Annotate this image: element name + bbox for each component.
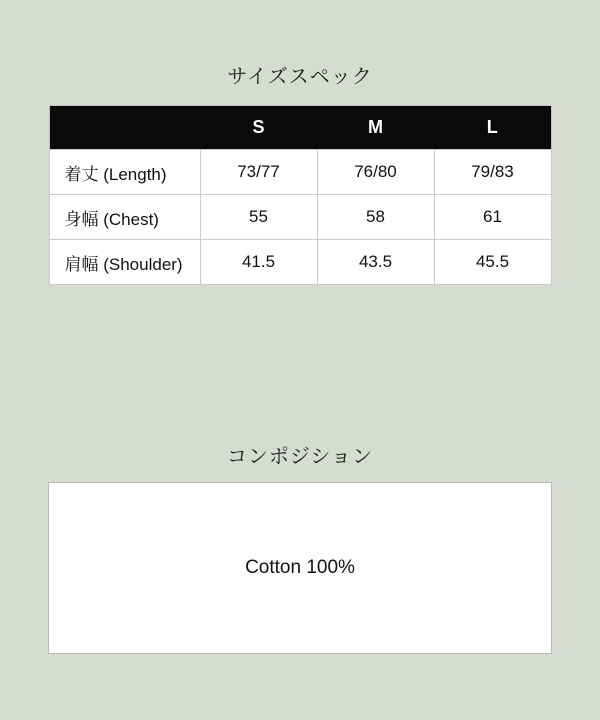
chest-value-m: 58	[317, 195, 434, 240]
size-header-l: L	[434, 106, 551, 150]
shoulder-value-s: 41.5	[200, 240, 317, 285]
length-value-s: 73/77	[200, 150, 317, 195]
shoulder-value-m: 43.5	[317, 240, 434, 285]
composition-section	[0, 445, 600, 654]
length-value-m: 76/80	[317, 150, 434, 195]
table-row-shoulder	[49, 240, 551, 285]
row-label-chest: 身幅 (Chest)	[49, 195, 200, 240]
size-header-s: S	[200, 106, 317, 150]
table-row-chest	[49, 195, 551, 240]
length-value-l: 79/83	[434, 150, 551, 195]
size-header-m: M	[317, 106, 434, 150]
table-row-length	[49, 150, 551, 195]
row-label-length: 着丈 (Length)	[49, 150, 200, 195]
row-label-shoulder: 肩幅 (Shoulder)	[49, 240, 200, 285]
chest-value-s: 55	[200, 195, 317, 240]
composition-box	[48, 482, 552, 654]
size-spec-title: サイズスペック	[227, 66, 373, 88]
size-spec-table	[49, 105, 552, 285]
chest-value-l: 61	[434, 195, 551, 240]
composition-title: コンポジション	[226, 446, 374, 468]
size-table-header-row	[49, 106, 551, 150]
shoulder-value-l: 45.5	[434, 240, 551, 285]
size-header-empty-cell	[49, 106, 200, 150]
composition-text: Cotton 100%	[245, 557, 355, 578]
size-spec-section	[0, 0, 600, 285]
